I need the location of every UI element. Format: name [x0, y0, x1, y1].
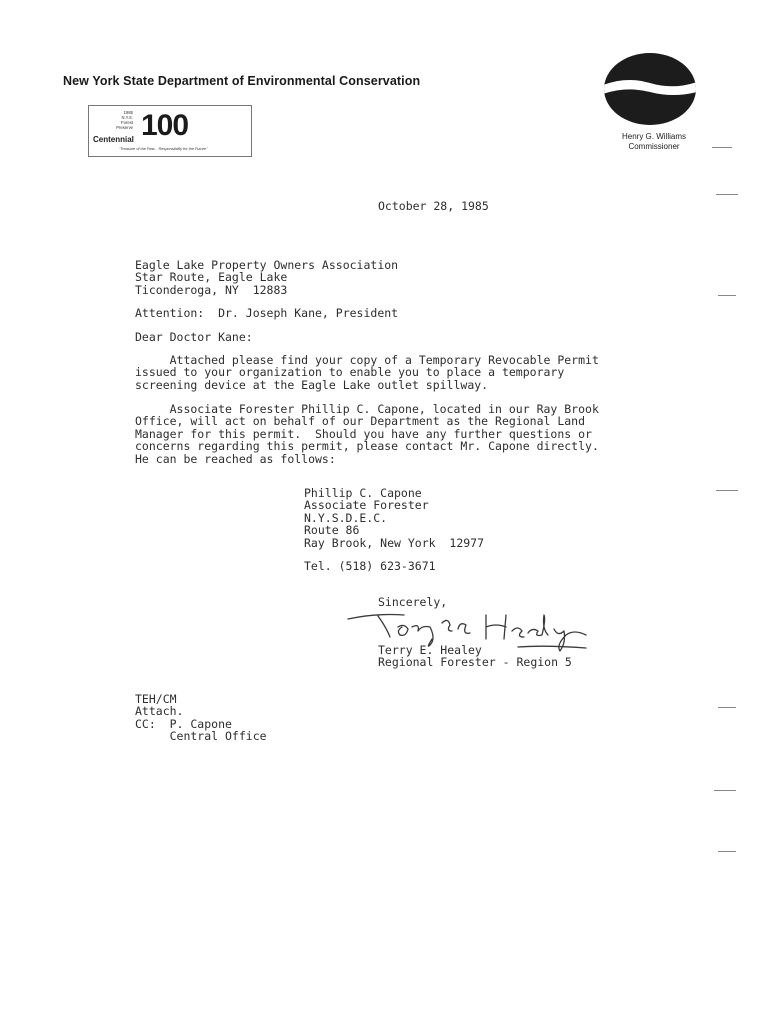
text-line: Associate Forester Phillip C. Capone, located in our Ray Brook	[135, 402, 599, 416]
scan-mark	[712, 147, 732, 148]
contact-line: Route 86	[304, 523, 360, 538]
contact-line: Phillip C. Capone	[304, 486, 422, 500]
footer-line: Attach.	[135, 704, 184, 719]
inside-address	[135, 259, 398, 296]
dec-seal-icon	[603, 52, 697, 126]
logo-centennial: Centennial	[93, 135, 134, 144]
commissioner-name: Henry G. Williams	[621, 132, 686, 141]
text-line: screening device at the Eagle Lake outlet spillway.	[135, 377, 489, 392]
contact-phone: Tel. (518) 623-3671	[304, 559, 436, 573]
contact-line: Associate Forester	[304, 498, 429, 513]
text-line: concerns regarding this permit, please contact Mr. Capone directly.	[135, 439, 599, 454]
contact-block	[304, 487, 484, 549]
centennial-logo	[88, 105, 252, 157]
scan-mark	[716, 490, 738, 491]
scan-mark	[716, 194, 738, 195]
scan-mark	[714, 790, 736, 791]
letter-date: October 28, 1985	[378, 199, 489, 213]
address-line: Ticonderoga, NY 12883	[135, 282, 288, 297]
paragraph-1	[135, 354, 599, 391]
contact-line: N.Y.S.D.E.C.	[304, 510, 388, 525]
text-line: Attached please find your copy of a Temporary Revocable Permit	[135, 353, 599, 367]
logo-number: 100	[141, 109, 189, 142]
agency-name: New York State Department of Environmental Conservation	[63, 74, 421, 88]
text-line: He can be reached as follows:	[135, 451, 336, 466]
signer-title: Regional Forester - Region 5	[378, 655, 572, 669]
closing: Sincerely,	[378, 595, 448, 609]
paragraph-2	[135, 403, 599, 465]
footer-line: TEH/CM	[135, 692, 177, 706]
logo-small-text	[95, 110, 133, 130]
text-line: Office, will act on behalf of our Department as the Regional Land	[135, 414, 586, 429]
commissioner-title: Commissioner	[628, 141, 680, 151]
scan-mark	[718, 851, 736, 852]
footer-line: CC: P. Capone	[135, 716, 232, 731]
text-line: issued to your organization to enable you to place a temporary	[135, 365, 565, 380]
footer-block	[135, 693, 267, 743]
commissioner-block	[608, 132, 700, 151]
logo-line: 1985	[123, 110, 133, 115]
salutation: Dear Doctor Kane:	[135, 330, 253, 344]
logo-line: Preserve	[116, 125, 133, 130]
logo-line: N.Y.S.	[121, 115, 133, 120]
contact-line: Ray Brook, New York 12977	[304, 535, 485, 550]
text-line: Manager for this permit. Should you have any further questions or	[135, 426, 592, 441]
attention-line: Attention: Dr. Joseph Kane, President	[135, 306, 399, 320]
footer-line: Central Office	[135, 729, 267, 744]
logo-motto: "Treasure of the Past... Responsibility for the Future"	[119, 147, 208, 151]
logo-line: Forest	[121, 120, 133, 125]
address-line: Eagle Lake Property Owners Association	[135, 258, 399, 272]
address-line: Star Route, Eagle Lake	[135, 270, 288, 285]
scan-mark	[718, 295, 736, 296]
scan-mark	[718, 707, 736, 708]
signer-name: Terry E. Healey	[378, 643, 482, 657]
